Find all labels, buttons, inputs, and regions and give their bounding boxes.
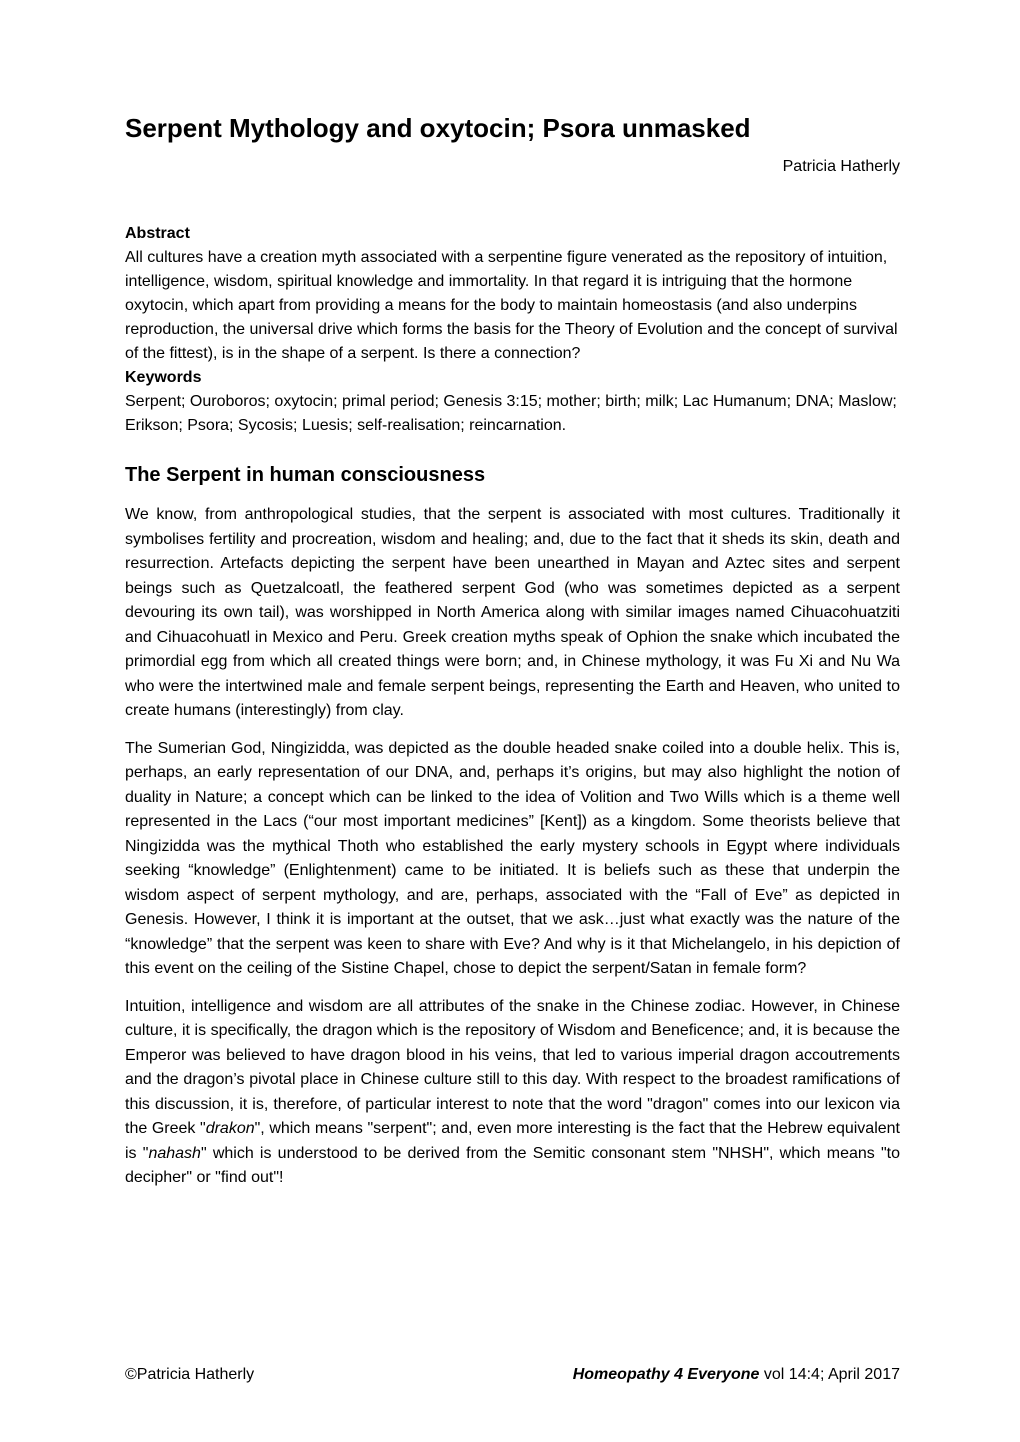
italic-term: drakon xyxy=(205,1120,255,1138)
text-run: The Sumerian God, Ningizidda, was depicted as the double headed snake coiled into a double helix. This is, perhaps, an early representation of our DNA, and, perhaps it’s origins, but may also highlight the notion of duality in Nature; a concept which can be linked to the idea of Volition and Two Wills which is a theme well represented in the Lacs (“our most important medicines” [Kent]) as a kingdom. Some theorists believe that Ningizidda was the mythical Thoth who established the early mystery schools in Egypt where individuals seeking “knowledge” (Enlightenment) came to be initiated. It is beliefs such as these that underpin the wisdom aspect of serpent mythology, and are, perhaps, associated with the “Fall of Eve” as depicted in Genesis. However, I think it is important at the outset, that we ask…just what exactly was the nature of the “knowledge” that the serpent was keen to share with Eve? And why is it that Michelangelo, in his depiction of this event on the ceiling of the Sistine Chapel, chose to depict the serpent/Satan in female form? xyxy=(125,739,900,978)
keywords-heading: Keywords xyxy=(125,369,202,387)
footer-journal-line xyxy=(573,1366,900,1384)
section-heading: The Serpent in human consciousness xyxy=(125,464,486,487)
author-byline: Patricia Hatherly xyxy=(782,158,900,176)
page-footer xyxy=(125,1366,900,1384)
section-body xyxy=(125,503,900,1191)
italic-term: nahash xyxy=(148,1144,201,1162)
journal-name: Homeopathy 4 Everyone xyxy=(572,1366,760,1383)
paragraph xyxy=(125,995,900,1191)
text-run: " which is understood to be derived from the Semitic consonant stem "NHSH", which means "to decipher" or "find out"! xyxy=(125,1144,900,1187)
abstract-heading: Abstract xyxy=(125,225,190,243)
paragraph xyxy=(125,737,900,982)
abstract-text: All cultures have a creation myth associated with a serpentine figure venerated as the repository of intuition, intelligence, wisdom, spiritual knowledge and immortality. In that regard it is intriguing that the hormone oxytocin, which apart from providing a means for the body to maintain homeostasis (and also underpins reproduction, the universal drive which forms the basis for the Theory of Evolution and the concept of survival of the fittest), is in the shape of a serpent. Is there a connection? xyxy=(125,249,898,363)
text-run: ", which means "serpent"; and, even more interesting is the fact that the Hebrew equivalent is " xyxy=(125,1120,900,1162)
footer-copyright: ©Patricia Hatherly xyxy=(125,1366,255,1383)
paragraph xyxy=(125,503,900,724)
footer-issue: vol 14:4; April 2017 xyxy=(759,1366,900,1383)
page-title: Serpent Mythology and oxytocin; Psora unmasked xyxy=(125,113,751,143)
keywords-text: Serpent; Ouroboros; oxytocin; primal period; Genesis 3:15; mother; birth; milk; Lac Humanum; DNA; Maslow; Erikson; Psora; Sycosis; Luesis; self-realisation; reincarnation. xyxy=(125,393,897,435)
text-run: Intuition, intelligence and wisdom are all attributes of the snake in the Chinese zodiac. However, in Chinese culture, it is specifically, the dragon which is the repository of Wisdom and Beneficence; and, it is because the Emperor was believed to have dragon blood in his veins, that led to various imperial dragon accoutrements and the dragon’s pivotal place in Chinese culture still to this day. With respect to the broadest ramifications of this discussion, it is, therefore, of particular interest to note that the word "dragon" comes into our lexicon via the Greek " xyxy=(125,997,900,1138)
text-run: We know, from anthropological studies, that the serpent is associated with most cultures. Traditionally it symbolises fertility and procreation, wisdom and healing; and, due to the fact that it sheds its skin, death and resurrection. Artefacts depicting the serpent have been unearthed in Mayan and Aztec sites and serpent beings such as Quetzalcoatl, the feathered serpent God (who was sometimes depicted as a serpent devouring its own tail), was worshipped in North America along with similar images named Cihuacohuatziti and Cihuacohuatl in Mexico and Peru. Greek creation myths speak of Ophion the snake which incubated the primordial egg from which all created things were born; and, in Chinese mythology, it was Fu Xi and Nu Wa who were the intertwined male and female serpent beings, representing the Earth and Heaven, who united to create humans (interestingly) from clay. xyxy=(125,506,900,720)
